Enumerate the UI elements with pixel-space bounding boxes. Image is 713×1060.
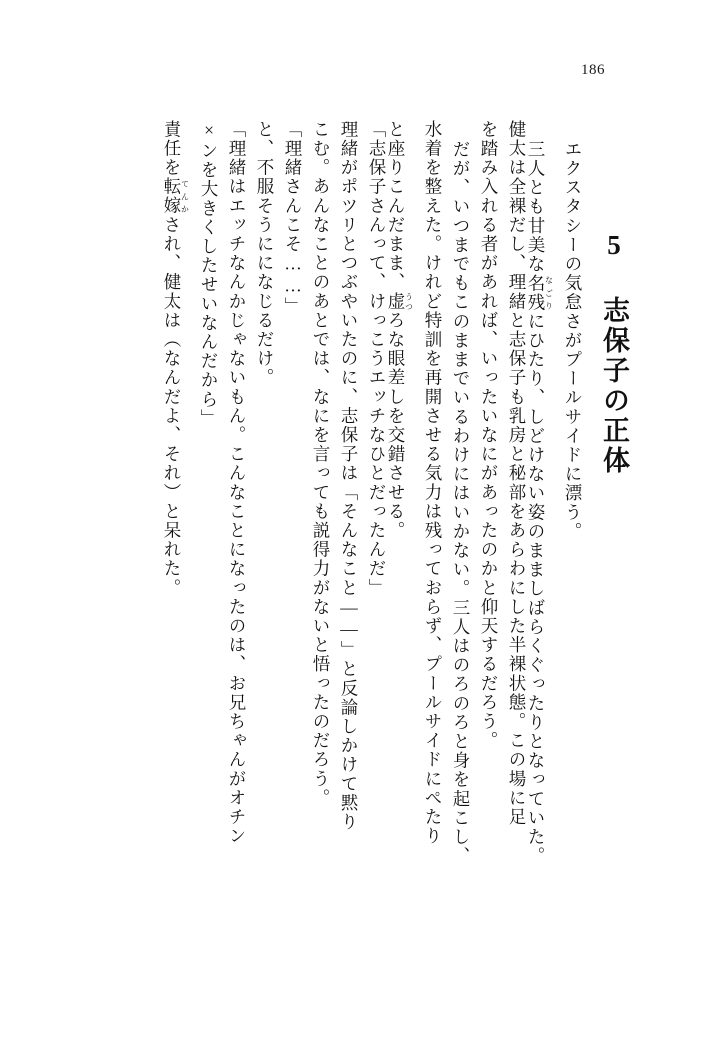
body-column: ×ンを大きくしたせいなんだから」 (199, 120, 219, 429)
body-column: を踏み入れる者があれば、いったいなにがあったのかと仰天するだろう。 (479, 120, 499, 751)
body-column: と座りこんだまま、虚うつろな眼差しを交錯させる。 (386, 120, 414, 541)
body-column: 水着を整えた。けれど特訓を再開させる気力は残っておらず、プールサイドにぺたり (423, 120, 443, 846)
chapter-heading: 5 志保子の正体 (599, 230, 629, 476)
body-column: 三人とも甘美な名残なごりにひたり、しどけない姿のまましばらくぐったりとなっていた。 (526, 140, 554, 866)
furigana-ruby: 名残なごり (526, 273, 554, 312)
body-column: だが、いつまでもこのままでいるわけにはいかない。三人はのろのろと身を起こし、 (451, 140, 471, 866)
body-column: 責任を転嫁てんかされ、健太は（なんだよ、それ）と呆れた。 (162, 120, 190, 598)
body-column: 「志保子さんって、けっこうエッチなひとだったんだ」 (367, 120, 387, 598)
body-column: エクスタシーの気怠さがプールサイドに漂う。 (563, 140, 583, 542)
page-number: 186 (581, 62, 605, 78)
body-column: と、不服そうにになじるだけ。 (255, 120, 275, 388)
vertical-text-body (161, 120, 627, 950)
body-column: 理緒がポツリとつぶやいたのに、志保子は「そんなこと――」と反論しかけて黙り (339, 120, 359, 832)
body-column: 健太は全裸だし、理緒と志保子も乳房と秘部をあらわにした半裸状態。この場に足 (507, 120, 527, 827)
furigana-ruby: 転嫁てんか (162, 177, 190, 216)
furigana-ruby: 虚うつ (386, 291, 414, 312)
body-column: 「理緒はエッチなんかじゃないもん。こんなことになったのは、お兄ちゃんがオチン (227, 120, 247, 846)
body-column: 「理緒さんこそ……」 (283, 120, 303, 316)
body-column: こむ。あんなことのあとでは、なにを言っても説得力がないと悟ったのだろう。 (311, 120, 331, 808)
